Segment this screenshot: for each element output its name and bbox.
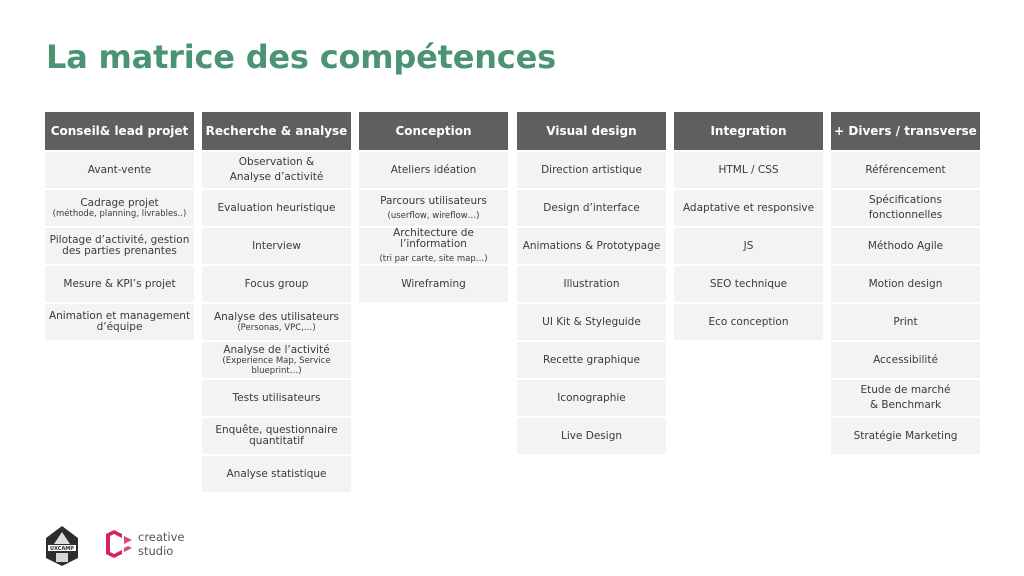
skill-label: Analyse des utilisateurs bbox=[213, 310, 340, 323]
skill-label: Animations & Prototypage bbox=[522, 239, 661, 252]
skill-label: Animation et management bbox=[48, 310, 191, 322]
skill-cell bbox=[202, 456, 351, 492]
skill-cell bbox=[831, 380, 980, 416]
skill-cell bbox=[202, 380, 351, 416]
skill-cell bbox=[202, 304, 351, 340]
skill-cell bbox=[517, 418, 666, 454]
skill-label: Adaptative et responsive bbox=[682, 201, 815, 214]
skill-label: Focus group bbox=[244, 277, 309, 290]
skill-cell bbox=[517, 266, 666, 302]
column-header bbox=[674, 112, 823, 150]
skill-label: Iconographie bbox=[557, 391, 626, 404]
column-header bbox=[359, 112, 508, 150]
column-header-label: + Divers / transverse bbox=[834, 124, 977, 138]
skill-label: Recette graphique bbox=[543, 353, 640, 366]
skill-cell bbox=[831, 304, 980, 340]
column-header bbox=[45, 112, 194, 150]
creative-studio-line1: creative bbox=[138, 530, 185, 544]
matrix-column bbox=[674, 112, 823, 342]
skill-cell bbox=[359, 266, 508, 302]
matrix-column bbox=[202, 112, 351, 494]
column-header-label: Integration bbox=[710, 124, 787, 138]
creative-studio-logo bbox=[106, 530, 185, 558]
skill-label: HTML / CSS bbox=[718, 163, 779, 176]
column-header bbox=[517, 112, 666, 150]
skill-label: SEO technique bbox=[709, 277, 788, 290]
skill-sublabel: (userflow, wireflow…) bbox=[387, 210, 480, 221]
skill-label: Print bbox=[893, 315, 918, 328]
skill-cell bbox=[517, 228, 666, 264]
skill-cell bbox=[517, 380, 666, 416]
skill-label: Tests utilisateurs bbox=[232, 391, 321, 404]
skill-cell bbox=[831, 152, 980, 188]
skill-label: Ateliers idéation bbox=[390, 163, 477, 176]
skill-cell bbox=[674, 152, 823, 188]
skill-cell bbox=[517, 152, 666, 188]
skill-cell bbox=[202, 228, 351, 264]
skill-label: Cadrage projet bbox=[80, 196, 159, 209]
skill-label: Motion design bbox=[868, 277, 943, 290]
skill-label: Méthodo Agile bbox=[867, 239, 944, 252]
column-header-label: Conception bbox=[395, 124, 472, 138]
skill-label: Eco conception bbox=[708, 315, 789, 328]
skill-label: Observation & bbox=[238, 156, 315, 168]
skill-label: Interview bbox=[252, 239, 301, 252]
skill-label: Architecture de l’information bbox=[393, 227, 474, 250]
column-header-label: Conseil bbox=[50, 124, 100, 138]
skill-label: Live Design bbox=[560, 429, 623, 442]
skill-label-line2: quantitatif bbox=[249, 435, 304, 447]
skill-cell bbox=[517, 190, 666, 226]
skill-cell bbox=[45, 228, 194, 264]
skill-sublabel: (tri par carte, site map…) bbox=[379, 254, 488, 264]
skill-cell bbox=[202, 152, 351, 188]
skill-cell bbox=[45, 266, 194, 302]
column-header-label: Visual design bbox=[546, 124, 637, 138]
skill-cell bbox=[202, 266, 351, 302]
creative-studio-line2: studio bbox=[138, 544, 174, 558]
column-header-label: & lead projet bbox=[99, 124, 189, 138]
skill-label: Evaluation heuristique bbox=[217, 201, 336, 214]
skill-cell bbox=[674, 190, 823, 226]
skill-label: Analyse de l’activité bbox=[223, 343, 330, 356]
skill-cell bbox=[359, 190, 508, 226]
skill-sublabel: (Experience Map, Service blueprint…) bbox=[222, 355, 331, 376]
skill-label: Stratégie Marketing bbox=[853, 429, 958, 442]
logos bbox=[44, 524, 204, 572]
uxcamp-logo bbox=[46, 526, 78, 566]
matrix-column bbox=[359, 112, 508, 304]
column-header-label: Recherche & analyse bbox=[205, 124, 348, 138]
skill-cell bbox=[674, 304, 823, 340]
skill-cell bbox=[45, 304, 194, 340]
skill-cell bbox=[831, 342, 980, 378]
skill-label: JS bbox=[743, 239, 754, 252]
skill-label: Etude de marché bbox=[860, 384, 951, 396]
skill-cell bbox=[45, 152, 194, 188]
skill-label-line2: Analyse d’activité bbox=[229, 171, 324, 183]
skill-cell bbox=[517, 342, 666, 378]
skill-label: Avant-vente bbox=[87, 163, 152, 176]
skill-label: UI Kit & Styleguide bbox=[542, 315, 641, 328]
skill-cell bbox=[202, 418, 351, 454]
page-title: La matrice des compétences bbox=[46, 38, 556, 76]
skill-label: Spécifications bbox=[869, 194, 942, 206]
skill-label-line2: & Benchmark bbox=[869, 399, 942, 411]
skill-sublabel: (méthode, planning, livrables..) bbox=[52, 208, 187, 219]
skill-label: Mesure & KPI’s projet bbox=[63, 277, 176, 290]
column-header bbox=[831, 112, 980, 150]
skill-label: Enquête, questionnaire bbox=[215, 424, 338, 436]
skill-label-line2: d’équipe bbox=[96, 321, 143, 333]
column-header bbox=[202, 112, 351, 150]
skill-cell bbox=[202, 190, 351, 226]
skill-cell bbox=[202, 342, 351, 378]
skill-label: Illustration bbox=[563, 277, 620, 290]
skill-cell bbox=[674, 228, 823, 264]
skill-cell bbox=[831, 228, 980, 264]
skill-sublabel: (Personas, VPC,…) bbox=[237, 322, 316, 333]
skill-cell bbox=[674, 266, 823, 302]
logos-svg bbox=[44, 524, 204, 568]
skill-cell bbox=[831, 266, 980, 302]
uxcamp-logo-text: UXCAMP bbox=[50, 546, 74, 552]
matrix-column bbox=[517, 112, 666, 456]
skill-cell bbox=[359, 228, 508, 264]
skill-label: Accessibilité bbox=[873, 353, 938, 366]
skill-cell bbox=[517, 304, 666, 340]
skill-label: Analyse statistique bbox=[226, 467, 327, 480]
matrix-column bbox=[831, 112, 980, 456]
matrix-column bbox=[45, 112, 194, 342]
skill-label: Direction artistique bbox=[541, 163, 642, 176]
skill-label: Design d’interface bbox=[543, 201, 640, 214]
skill-label: Wireframing bbox=[401, 277, 466, 290]
skill-label: Pilotage d’activité, gestion bbox=[49, 234, 190, 246]
skill-label: Référencement bbox=[865, 163, 946, 176]
skill-cell bbox=[359, 152, 508, 188]
skill-cell bbox=[831, 418, 980, 454]
skill-cell bbox=[831, 190, 980, 226]
skill-label: Parcours utilisateurs bbox=[380, 194, 487, 207]
skill-label-line2: fonctionnelles bbox=[868, 209, 943, 221]
skill-cell bbox=[45, 190, 194, 226]
skill-label-line2: des parties prenantes bbox=[62, 245, 177, 257]
